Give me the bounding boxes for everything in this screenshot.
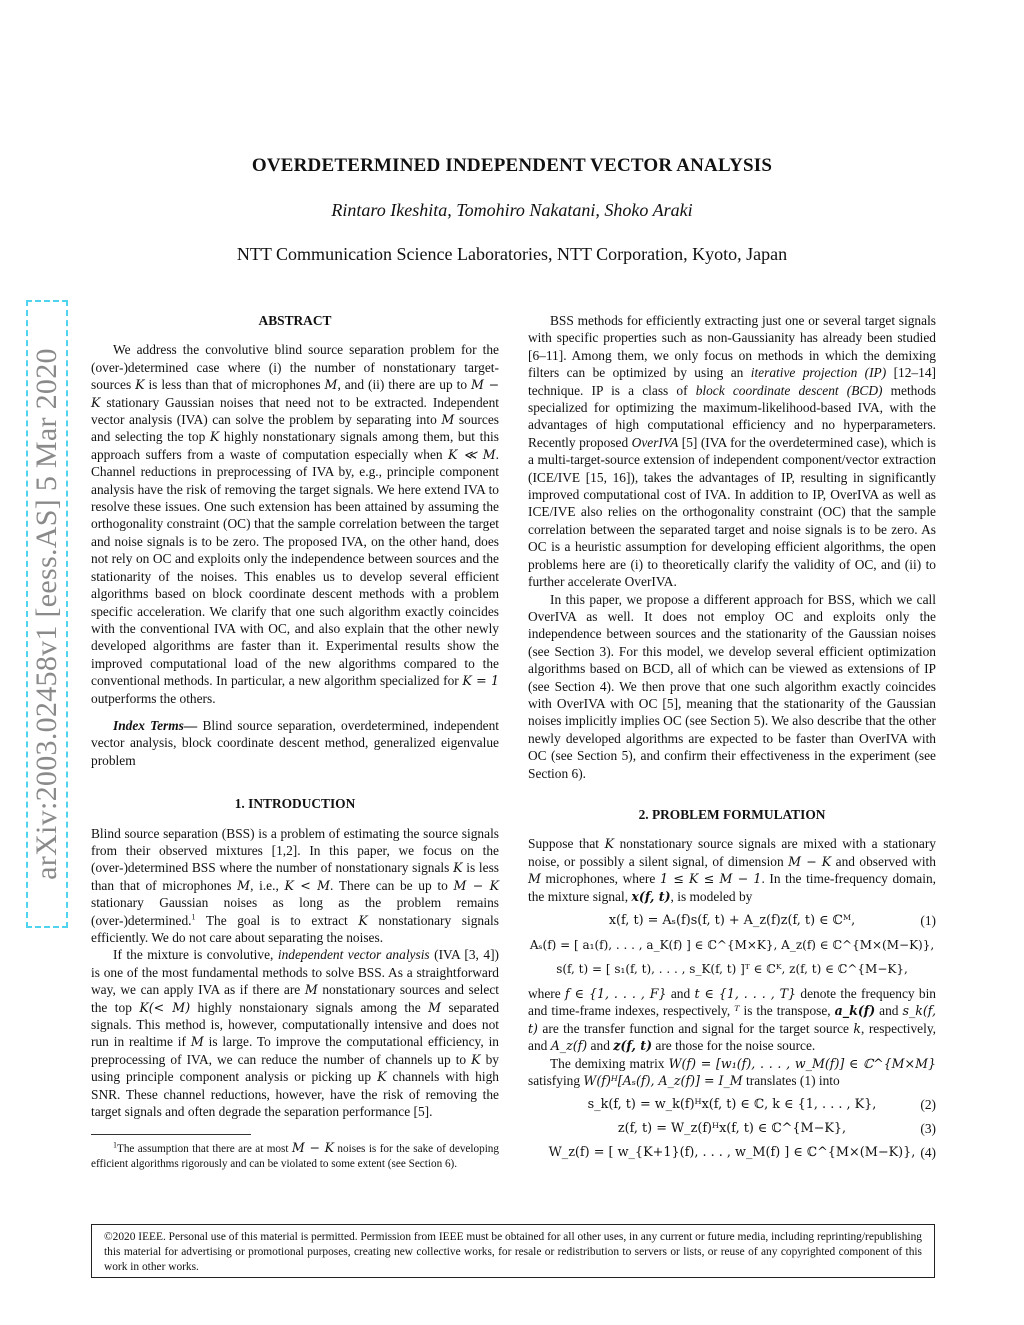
abstract-paragraph: We address the convolutive blind source separation problem for the (over-)determined case where (i) the number of nonstationary target-sources K is less than that of microphones M, and (ii) there are up to M − K stationary Gaussian noises that need not to be extracted. Independent vector analysis (IVA) can solve the problem by separating into M sources and selecting the top K highly nonstationary signals among them, but this approach suffers from a waste of computation especially when K ≪ M. Channel reductions in preprocessing of IVA by, e.g., principle component analysis have the risk of removing the target signals. We here extend IVA to resolve these issues. One such extension has been attained by assuming the orthogonality constraint (OC) that the sample correlation between the target and noise signals is to be zero. The proposed IVA, on the other hand, does not rely on OC and exploits only the independence between sources and the stationarity of the noises. This enables us to develop several efficient algorithms based on block coordinate descent methods with a problem specific acceleration. We clarify that one such algorithm exactly coincides with the conventional IVA with OC, and also explain that the other newly developed algorithms are faster than it. Experimental results show the improved computational load of the new algorithms compared to the conventional methods. In particular, a new algorithm specialized for K = 1 outperforms the others. (91, 342, 500, 706)
index-terms-label: Index Terms— (113, 717, 198, 733)
equation-3: z(f, t) = W_z(f)ᴴx(f, t) ∈ ℂ^{M−K}, (3) (528, 1117, 936, 1141)
copyright-notice: ©2020 IEEE. Personal use of this material is permitted. Permission from IEEE must be obtained for all other uses, in any current or future media, including reprinting/republishing this material for advertising or promotional purposes, creating new collective works, for resale or redistribution to servers or lists, or reuse of any copyrighted component of this work in other works. (91, 1224, 935, 1278)
equation-number: (2) (920, 1097, 936, 1113)
problem-formulation-heading: 2. PROBLEM FORMULATION (638, 806, 826, 822)
equation-1: x(f, t) = Aₛ(f)s(f, t) + A_z(f)z(f, t) ∈ ℂᴹ, (1) (528, 909, 936, 933)
equation-number: (4) (920, 1145, 936, 1161)
abstract-heading: ABSTRACT (258, 313, 332, 328)
intro-paragraph-2: If the mixture is convolutive, independent vector analysis (IVA [3, 4]) is one of the most fundamental methods to solve BSS. As a straightforward way, we can apply IVA as if there are M nonstationary sources and select the top K(< M) highly nonstaionary signals among the M separated signals. This method is, however, computationally intensive and does not run in realtime if M is large. To improve the computational efficiency, in preprocessing of IVA, we can reduce the number of channels up to K by using principle component analysis or picking up K channels with high SNR. These channel reductions, however, have the risk of removing the target signals and often degrade the separation performance [5]. (91, 947, 500, 1120)
intro-paragraph-1: Blind source separation (BSS) is a problem of estimating the source signals from their observed mixtures [1,2]. In this paper, we focus on the (over-)determined BSS where the number of nonstationary signals K is less than that of microphones M, i.e., K < M. There can be up to M − K stationary Gaussian noises as long as the problem remains (over-)determined.$^1$ The goal is to extract K nonstationary signals efficiently. We do not care about separating the noises. (91, 825, 499, 945)
arxiv-identifier: arXiv:2003.02458v1 [eess.AS] 5 Mar 2020 (30, 348, 63, 880)
equation-number: (3) (920, 1121, 936, 1137)
equation-2: s_k(f, t) = w_k(f)ᴴx(f, t) ∈ ℂ, k ∈ {1, . . . , K}, (2) (528, 1093, 936, 1117)
paper-title: OVERDETERMINED INDEPENDENT VECTOR ANALYSIS (251, 155, 773, 176)
arxiv-stamp (26, 300, 68, 928)
proposal-paragraph: In this paper, we propose a different approach for BSS, which we call OverIVA as well. It does not employ OC and exploits only the independence between sources and the stationarity of the Gaussian noises (see Section 3). For this model, we develop several efficient optimization algorithms based on BCD, all of which can be viewed as extensions of IP (see Section 4). We then prove that one such algorithm exactly coincides with OverIVA with OC [5], meaning that the stationarity of the Gaussian noises implicitly implies OC (see Section 5). We also describe that the other newly developed algorithms are expected to be faster than OverIVA with OC (see Section 5), and confirm their effectiveness in the experiment (see Section 6). (528, 591, 936, 781)
equation-number: (1) (920, 913, 936, 928)
definitions-paragraph: where f ∈ {1, . . . , F} and t ∈ {1, . . . , T} denote the frequency bin and time-frame indexes, respectively, ᵀ is the transpose, a_k(f) and s_k(f, t) are the transfer function and signal for the target source k, respectively, and A_z(f) and z(f, t) are those for the noise source. (528, 986, 937, 1054)
left-column (91, 312, 499, 1171)
equation-4: W_z(f) = [ w_{K+1}(f), . . . , w_M(f) ] ∈ ℂ^{M×(M−K)}, (4) (528, 1141, 936, 1165)
formulation-paragraph: Suppose that K nonstationary source signals are mixed with a stationary noise, or possibly a silent signal, of dimension M − K and observed with M microphones, where 1 ≤ K ≤ M − 1. In the time-frequency domain, the mixture signal, x(f, t), is modeled by (528, 836, 936, 904)
footnote-marker: 1 (191, 912, 196, 922)
author-list: Rintaro Ikeshita, Tomohiro Nakatani, Shoko Araki (331, 200, 693, 220)
footnote: $^1$The assumption that there are at most M − K noises is for the sake of developing efficient algorithms rigorously and can be violated to some extent (see Section 6). (91, 1140, 499, 1170)
equation-1-source-vector: s(f, t) = [ s₁(f, t), . . . , s_K(f, t) ]ᵀ ∈ ℂᴷ, z(f, t) ∈ ℂ^{M−K}, (556, 962, 908, 976)
bss-methods-paragraph: BSS methods for efficiently extracting just one or several target signals with specific properties such as non-Gaussianity has already been studied [6–11]. Among them, we only focus on methods in which the demixing filters can be optimized by using an iterative projection (IP) [12–14] technique. IP is a class of block coordinate descent (BCD) methods specialized for optimizing the maximum-likelihood-based IVA, with the advantages of high computational efficiency and no hyperparameters. Recently proposed OverIVA [5] (IVA for the overdetermined case), which is a multi-target-source extension of independent component/vector extraction (ICE/IVE [15, 16]), takes the advantages of IP, resulting in significantly improved computational cost of IVA. In addition to IP, OverIVA as well as ICE/IVE also relies on the orthogonality constraint (OC) that the sample correlation between the separated target and noise signals is to be zero. As OC is a heuristic assumption for developing efficient algorithms, the open problems here are (i) to theoretically clarify the validity of OC, and (ii) to further accelerate OverIVA. (528, 313, 936, 590)
footnote-divider (91, 1134, 251, 1135)
right-column (528, 312, 936, 1165)
introduction-heading: 1. INTRODUCTION (234, 796, 356, 812)
index-terms: Index Terms— Blind source separation, overdetermined, independent vector analysis, block coordinate descent method, generalized eigenvalue problem (91, 717, 499, 768)
equation-1-mixing-matrix: Aₛ(f) = [ a₁(f), . . . , a_K(f) ] ∈ ℂ^{M×K}, A_z(f) ∈ ℂ^{M×(M−K)}, (529, 938, 935, 952)
affiliation: NTT Communication Science Laboratories, NTT Corporation, Kyoto, Japan (236, 244, 788, 264)
demixing-paragraph: The demixing matrix W(f) = [w₁(f), . . . , w_M(f)] ∈ ℂ^{M×M} satisfying W(f)ᴴ[Aₛ(f), A_z(f)] = I_M translates (1) into (528, 1055, 936, 1089)
